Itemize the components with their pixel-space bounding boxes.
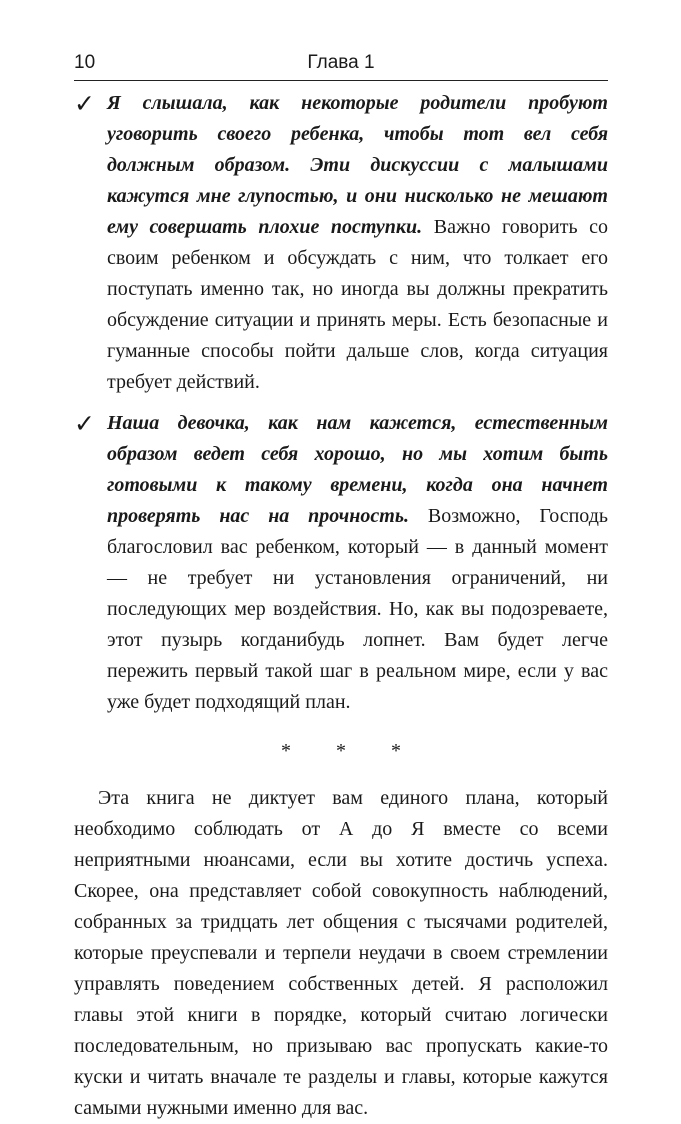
bullet-emphasis: Я слышала, как некоторые родители пробуют уговорить своего ребенка, чтобы тот вел себя должным образом. Эти дискуссии с малышами кажутся мне глупостью, и они нисколько не мешают ему совершать плохие поступки. <box>107 92 608 238</box>
body-text <box>74 88 608 1124</box>
bullet-item-2 <box>74 408 608 718</box>
check-icon: ✓ <box>74 409 95 438</box>
chapter-title: Глава 1 <box>307 52 375 73</box>
page-number: 10 <box>74 52 96 73</box>
check-icon: ✓ <box>74 89 95 118</box>
header-rule <box>74 80 608 81</box>
bullet-emphasis: Наша девочка, как нам кажется, естественным образом ведет себя хорошо, но мы хотим быть готовыми к такому времени, когда она начнет проверять нас на прочность. <box>107 412 608 527</box>
running-header <box>74 52 608 80</box>
bullet-item-1 <box>74 88 608 398</box>
body-paragraph: Эта книга не диктует вам единого плана, который необходимо соблюдать от А до Я вместе со всеми неприятными нюансами, если вы хотите достичь успеха. Скорее, она представляет собой совокупность наблюдений, собранных за тридцать лет общения с тысячами родителей, которые преуспевали и терпели неудачи в своем стремлении управлять поведением собственных детей. Я расположил главы этой книги в порядке, который считаю логически последовательным, но призываю вас пропускать какие-то куски и читать вначале те разделы и главы, которые кажутся самыми нужными именно для вас. <box>74 787 608 1119</box>
bullet-text: Важно говорить со своим ребенком и обсуждать с ним, что толкает его поступать именно так, но иногда вы должны прекратить обсуждение ситуации и принять меры. Есть безопасные и гуманные способы пойти дальше слов, когда ситуация требует действий. <box>107 216 608 393</box>
section-separator: * * * <box>281 740 421 762</box>
bullet-text: Возможно, Господь благословил вас ребенком, который — в данный момент — не требует ни установления ограничений, ни последующих мер воздействия. Но, как вы подозреваете, этот пузырь когданибудь лопнет. Вам будет легче пережить первый такой шаг в реальном мире, если у вас уже будет подходящий план. <box>107 505 608 713</box>
